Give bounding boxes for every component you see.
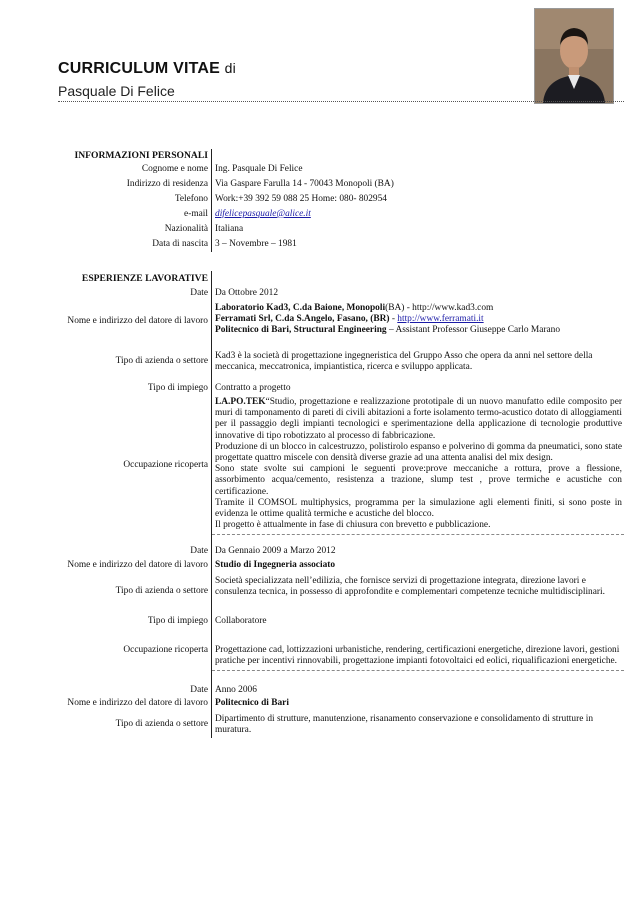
job-type-row [58,574,624,608]
info-value: 3 – Novembre – 1981 [215,238,297,249]
employer-detail: (BA) - http://www.kad3.com [385,303,494,313]
employer-name: Studio di Ingegneria associato [215,559,336,570]
section-heading-row [58,149,624,162]
job-role-row [58,397,624,535]
job-role-row [58,635,624,671]
job-date-row [58,670,624,696]
job-employer-row [58,696,624,711]
job-contract: Collaboratore [215,615,267,626]
job-type: Dipartimento di strutture, manutenzione, risanamento conservazione e consolidamento di strutture in muratura. [215,713,594,735]
role-paragraph: “Studio, progettazione e realizzazione prototipale di un nuovo manufatto edile composito per muri di tamponamento di pareti di civili abitazioni a forte isolamento termo-acustico dotato di alloggiamenti per il passaggio degli impianti tecnologici e sperimentazione della applicazione di tecnologie produttive innovative di tipo robotizzato al processo di fabbricazione. [215,397,622,441]
title-suffix: di [224,60,236,76]
info-row [58,237,624,252]
type-label: Tipo di azienda o settore [58,343,212,381]
job-type: Società specializzata nell’edilizia, che fornisce servizi di progettazione integrata, direzione lavori e consulenza tecnica, in possesso di approfondite e complementari competenze tecniche multidisciplinari. [215,576,605,598]
info-row [58,207,624,222]
contract-label: Tipo di impiego [58,381,212,397]
employer-website-link[interactable]: http://www.ferramati.it [397,314,484,325]
type-label: Tipo di azienda o settore [58,574,212,608]
section-heading-row [58,271,624,286]
personal-info-section [58,149,624,252]
title-text: CURRICULUM VITAE [58,60,221,77]
info-value: Work:+39 392 59 088 25 Home: 080- 802954 [215,193,387,204]
employer-name: Politecnico di Bari [215,698,289,709]
employer-detail: – Assistant Professor Giuseppe Carlo Marano [386,325,561,336]
info-value: Ing. Pasquale Di Felice [215,163,303,174]
header-divider [58,101,624,102]
info-row [58,162,624,177]
job-role: Progettazione cad, lottizzazioni urbanistiche, rendering, certificazioni energetiche, direzione lavori, gestioni pratiche per incentivi rinnovabili, progettazione impianti fotovoltaici ed eolici, riqualificazioni energetiche. [212,635,625,671]
date-label: Date [58,535,212,557]
cv-owner-name: Pasquale Di Felice [58,83,175,99]
email-link[interactable]: difelicepasquale@alice.it [215,208,311,219]
job-type-row [58,712,624,738]
role-paragraph: Tramite il COMSOL multiphysics, programma per la simulazione agli elementi finiti, si sono poste in evidenza le ottime qualità termiche e acustiche del blocco. [215,497,622,520]
date-label: Date [58,286,212,301]
info-row [58,192,624,207]
role-paragraph: Produzione di un blocco in calcestruzzo, polistirolo espanso e polverino di gomma da pneumatici, sono state progettate quattro miscele con densità diverse grazie ad una attenta analisi del mix design. [215,441,622,464]
job-contract-row [58,609,624,635]
cv-title [58,60,528,78]
profile-photo [534,8,614,104]
job-type: Kad3 è la società di progettazione ingegneristica del Gruppo Asso che opera da anni nel settore della meccanica, meccatronica, impiantistica, ricerca e sviluppo applicata. [215,350,593,372]
info-value: Italiana [215,223,244,234]
job-employer-row [58,557,624,574]
role-label: Occupazione ricoperta [58,397,212,535]
info-row [58,177,624,192]
separator: - [389,314,398,325]
role-label: Occupazione ricoperta [58,635,212,671]
job-role [212,397,625,535]
employer-name: Laboratorio Kad3, C.da Baione, Monopoli [215,303,386,313]
job-employer-row [58,301,624,343]
info-label: Nazionalità [58,222,212,237]
job-date: Da Ottobre 2012 [215,287,279,298]
date-label: Date [58,670,212,696]
info-row [58,222,624,237]
personal-info-heading: INFORMAZIONI PERSONALI [58,149,212,162]
job-contract-row [58,381,624,397]
info-label: e-mail [58,207,212,222]
job-contract: Contratto a progetto [215,383,291,394]
experience-heading: ESPERIENZE LAVORATIVE [58,271,212,286]
employer-label: Nome e indirizzo del datore di lavoro [58,557,212,574]
job-date-row [58,286,624,301]
info-label: Indirizzo di residenza [58,177,212,192]
type-label: Tipo di azienda o settore [58,712,212,738]
employer-value [212,301,625,343]
info-label: Data di nascita [58,237,212,252]
role-paragraph: Sono state svolte sui campioni le seguenti prove:prove meccaniche a rottura, prove a flessione, assorbimento acqua/cemento, resistenza a trazione, slump test , prove termiche e acustiche con certificazione. [215,464,622,497]
employer-name: Ferramati Srl, C.da S.Angelo, Fasano, (BR) [215,314,390,325]
employer-label: Nome e indirizzo del datore di lavoro [58,696,212,711]
info-value: Via Gaspare Farulla 14 - 70043 Monopoli (BA) [215,178,394,189]
cv-header [58,60,528,99]
job-date: Anno 2006 [215,685,257,696]
employer-name: Politecnico di Bari, Structural Engineering [215,325,387,336]
info-label: Cognome e nome [58,162,212,177]
project-name: LA.PO.TEK [215,397,266,408]
contract-label: Tipo di impiego [58,609,212,635]
job-date: Da Gennaio 2009 a Marzo 2012 [215,545,336,556]
job-type-row [58,343,624,381]
role-paragraph: Il progetto è attualmente in fase di chiusura con brevetto e pubblicazione. [215,520,491,531]
info-label: Telefono [58,192,212,207]
employer-label: Nome e indirizzo del datore di lavoro [58,301,212,343]
experience-section [58,271,624,738]
job-date-row [58,535,624,557]
